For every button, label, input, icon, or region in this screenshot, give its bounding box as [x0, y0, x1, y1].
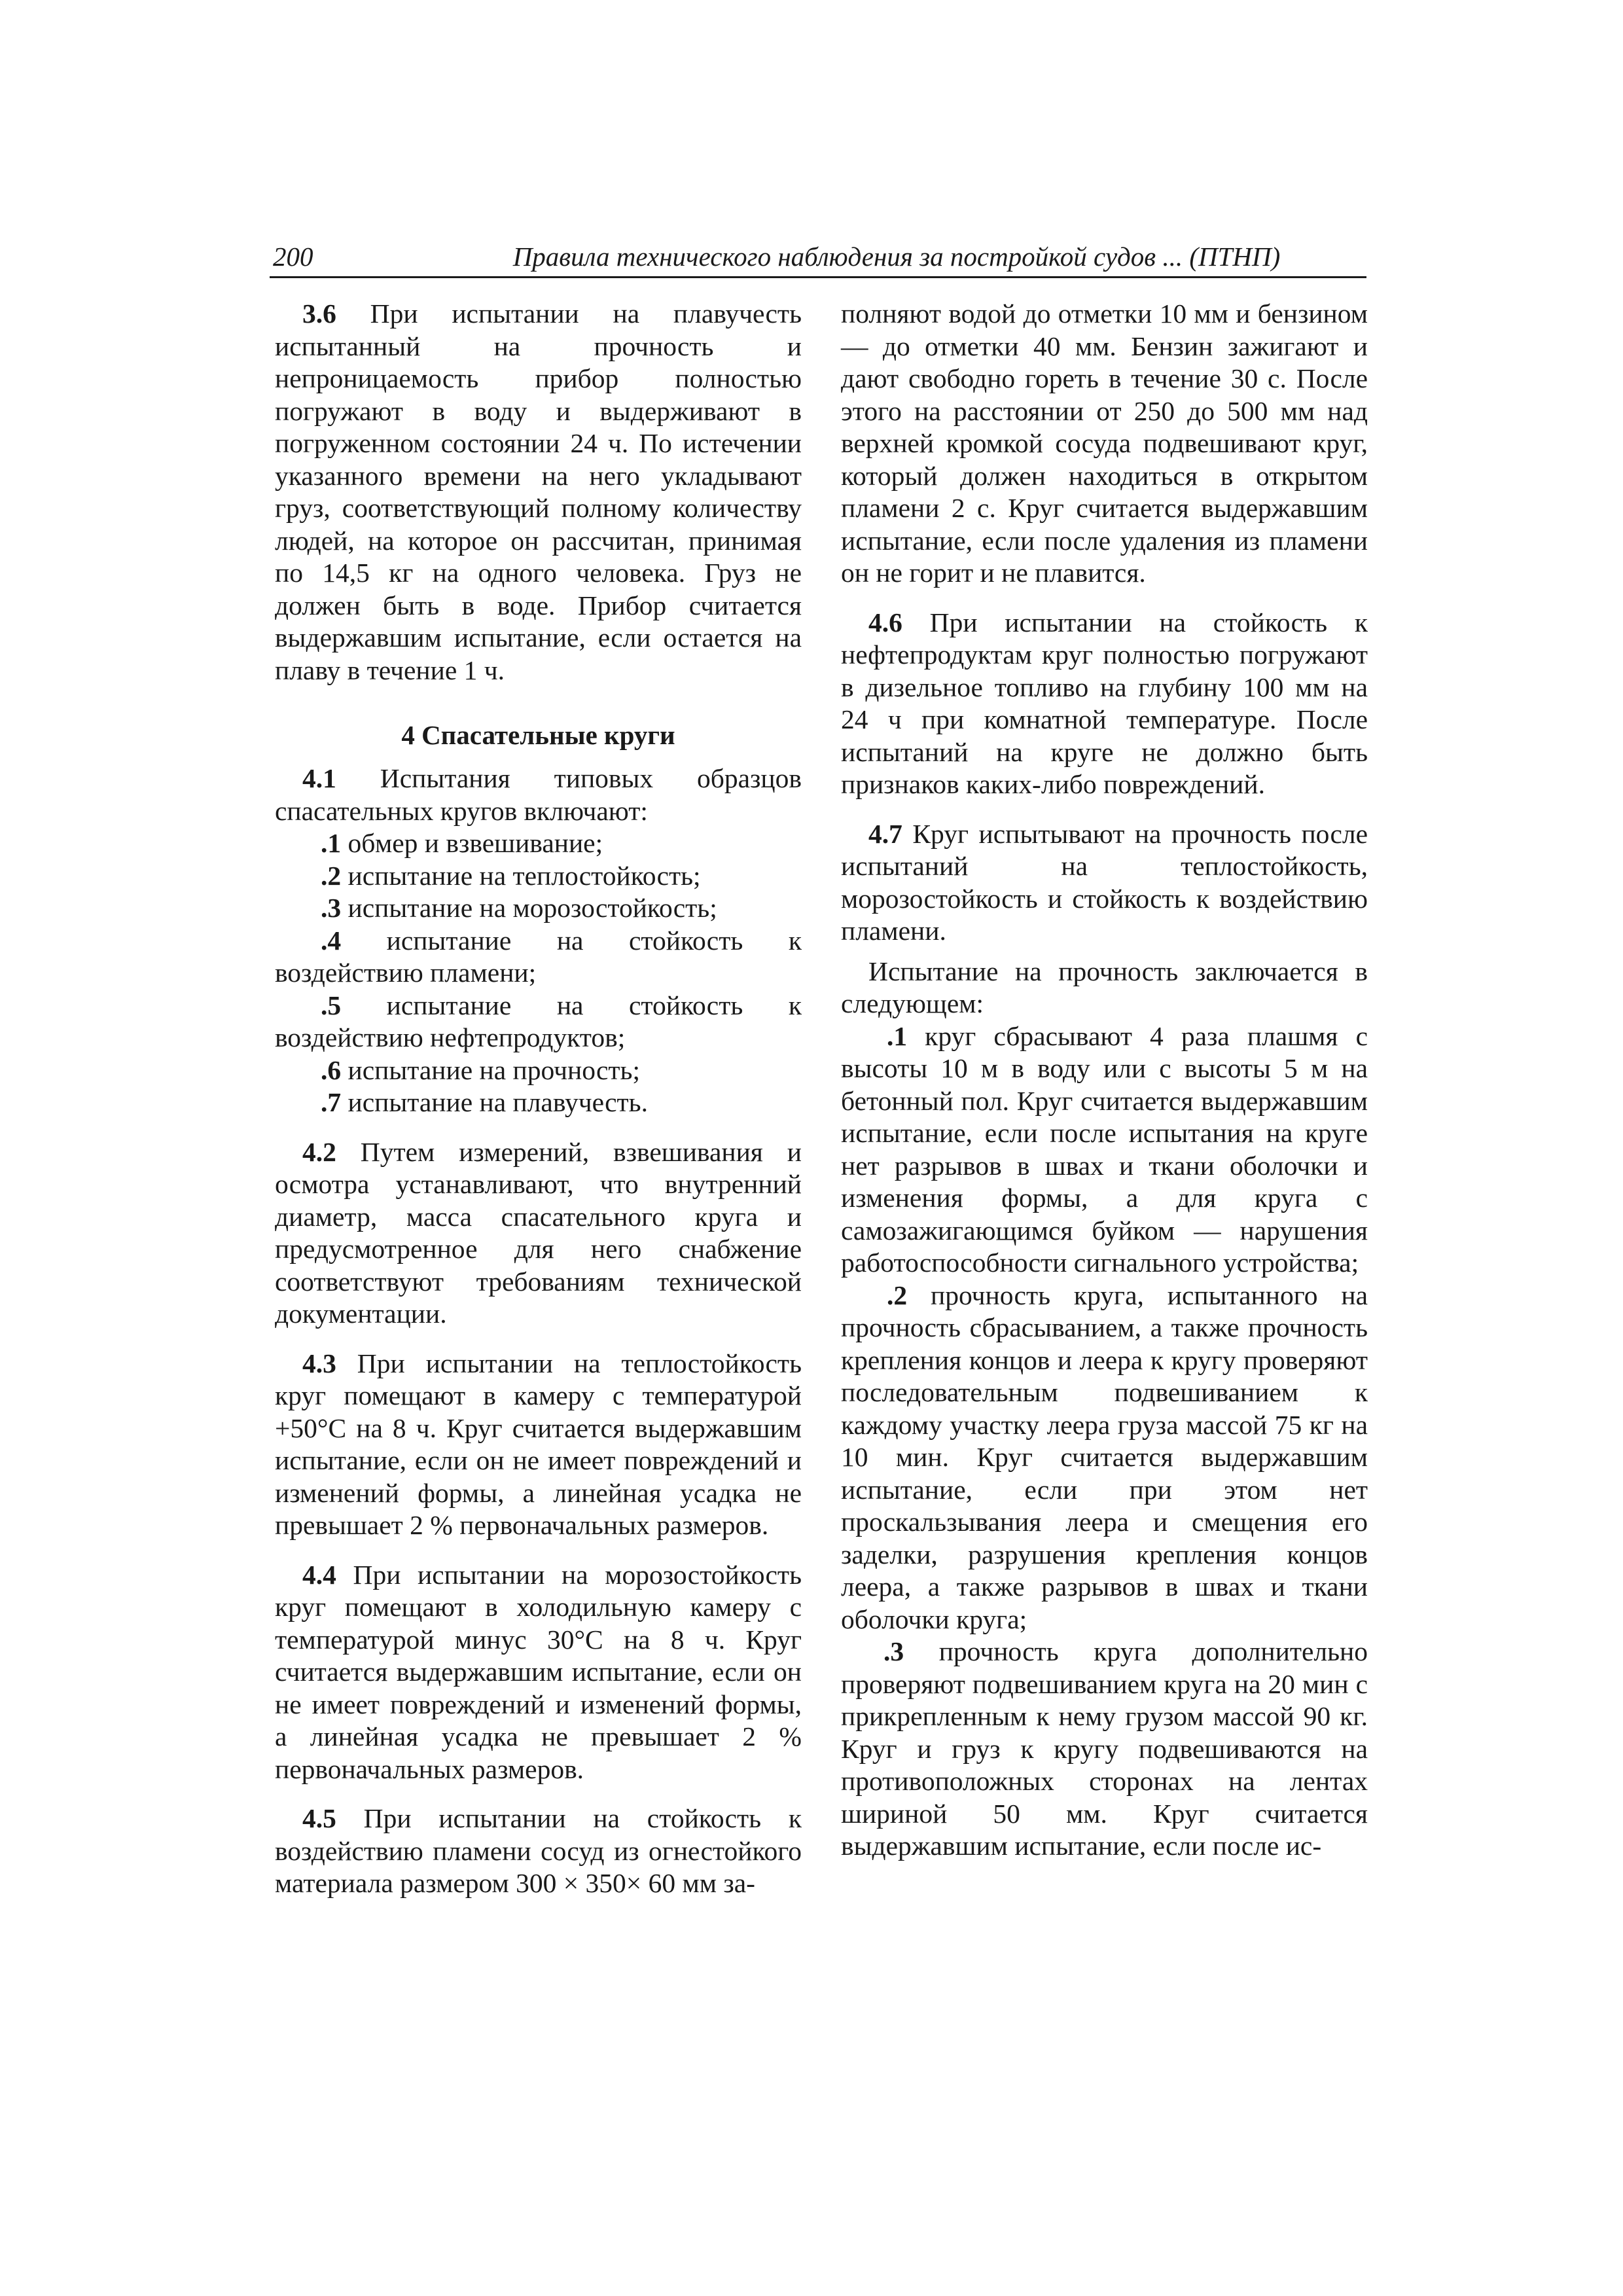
list-item: .6 испытание на прочность;: [321, 1054, 641, 1085]
running-header: [270, 237, 1366, 278]
paragraph-3-6: 3.6 При испытании на плавучесть испытанный на прочность и непроницаемость прибор полностью погружают в воду и выдерживают в погруженном состоянии 24 ч. По истечении указанного времени на него укладывают груз, соответствующий полному количеству людей, на которое он рассчитан, принимая по 14,5 кг на одного человека. Груз не должен быть в воде. Прибор считается выдержавшим испытание, если остается на плаву в течение 1 ч.: [275, 298, 802, 685]
page-number: 200: [273, 242, 313, 272]
paragraph-4-5: 4.5 При испытании на стойкость к воздействию пламени сосуд из огнестойкого материала размером 300 × 350× 60 мм за-: [275, 1803, 802, 1898]
header-title: Правила технического наблюдения за постройкой судов ... (ПТНП): [512, 242, 1281, 272]
list-item: .4 испытание на стойкость к воздействию пламени;: [275, 925, 802, 988]
section-heading: 4 Спасательные круги: [401, 720, 675, 750]
subitem-2: .2 прочность круга, испытанного на прочность сбрасыванием, а также прочность крепления концов и леера к кругу проверяют последовательным подвешиванием к каждому участку леера груза массой 75 кг на 10 мин. Круг считается выдержавшим испытание, если при этом нет проскальзывания леера и смещения его заделки, разрушения крепления концов леера, а также разрывов в швах и ткани оболочки круга;: [841, 1280, 1368, 1634]
paragraph-4-2: 4.2 Путем измерений, взвешивания и осмотра устанавливают, что внутренний диаметр, масса спасательного круга и предусмотренное для него снабжение соответствуют требованиям технической документации.: [275, 1136, 802, 1329]
list-item: .1 обмер и взвешивание;: [321, 828, 603, 858]
list-item: .7 испытание на плавучесть.: [321, 1087, 648, 1117]
list-item: .3 испытание на морозостойкость;: [321, 893, 717, 923]
paragraph-4-7: 4.7 Круг испытывают на прочность после испытаний на теплостойкость, морозостойкость и стойкость к воздействию пламени.: [841, 818, 1368, 946]
paragraph-4-1: 4.1 Испытания типовых образцов спасательных кругов включают:: [275, 763, 802, 826]
paragraph-4-3: 4.3 При испытании на теплостойкость круг помещают в камеру с температурой +50°С на 8 ч. Круг считается выдержавшим испытание, если он не имеет повреждений и изменений формы, а линейная усадка не превышает 2 % первоначальных размеров.: [275, 1348, 802, 1540]
left-column: [275, 298, 802, 1900]
paragraph-4-4: 4.4 При испытании на морозостойкость круг помещают в холодильную камеру с температурой минус 30°С на 8 ч. Круг считается выдержавшим испытание, если он не имеет повреждений и изменений формы, а линейная усадка не превышает 2 % первоначальных размеров.: [275, 1559, 802, 1784]
list-item: .2 испытание на теплостойкость;: [321, 860, 701, 891]
paragraph-4-5-continued: полняют водой до отметки 10 мм и бензином — до отметки 40 мм. Бензин зажигают и дают свободно гореть в течение 30 с. После этого на расстоянии от 250 до 500 мм над верхней кромкой сосуда подвешивают круг, который должен находиться в открытом пламени 2 с. Круг считается выдержавшим испытание, если после удаления из пламени он не горит и не плавится.: [841, 298, 1368, 588]
paragraph-strength-test: Испытание на прочность заключается в следующем:: [841, 956, 1368, 1018]
list-item: .5 испытание на стойкость к воздействию нефтепродуктов;: [275, 990, 802, 1052]
subitem-3: .3 прочность круга дополнительно проверяют подвешиванием круга на 20 мин с прикрепленным к нему грузом массой 90 кг. Круг и груз к кругу подвешиваются на противоположных сторонах на лентах шириной 50 мм. Круг считается выдержавшим испытание, если после ис-: [841, 1636, 1368, 1861]
subitem-1: .1 круг сбрасывают 4 раза плашмя с высоты 10 м в воду или с высоты 5 м на бетонный пол. Круг считается выдержавшим испытание, если после испытания на круге нет разрывов в швах и ткани оболочки и изменения формы, а для круга с самозажигающимся буйком — нарушения работоспособности сигнального устройства;: [841, 1020, 1368, 1278]
right-column: [841, 298, 1368, 1863]
paragraph-4-6: 4.6 При испытании на стойкость к нефтепродуктам круг полностью погружают в дизельное топливо на глубину 100 мм на 24 ч при комнатной температуре. После испытаний на круге не должно быть признаков каких-либо повреждений.: [841, 607, 1368, 799]
